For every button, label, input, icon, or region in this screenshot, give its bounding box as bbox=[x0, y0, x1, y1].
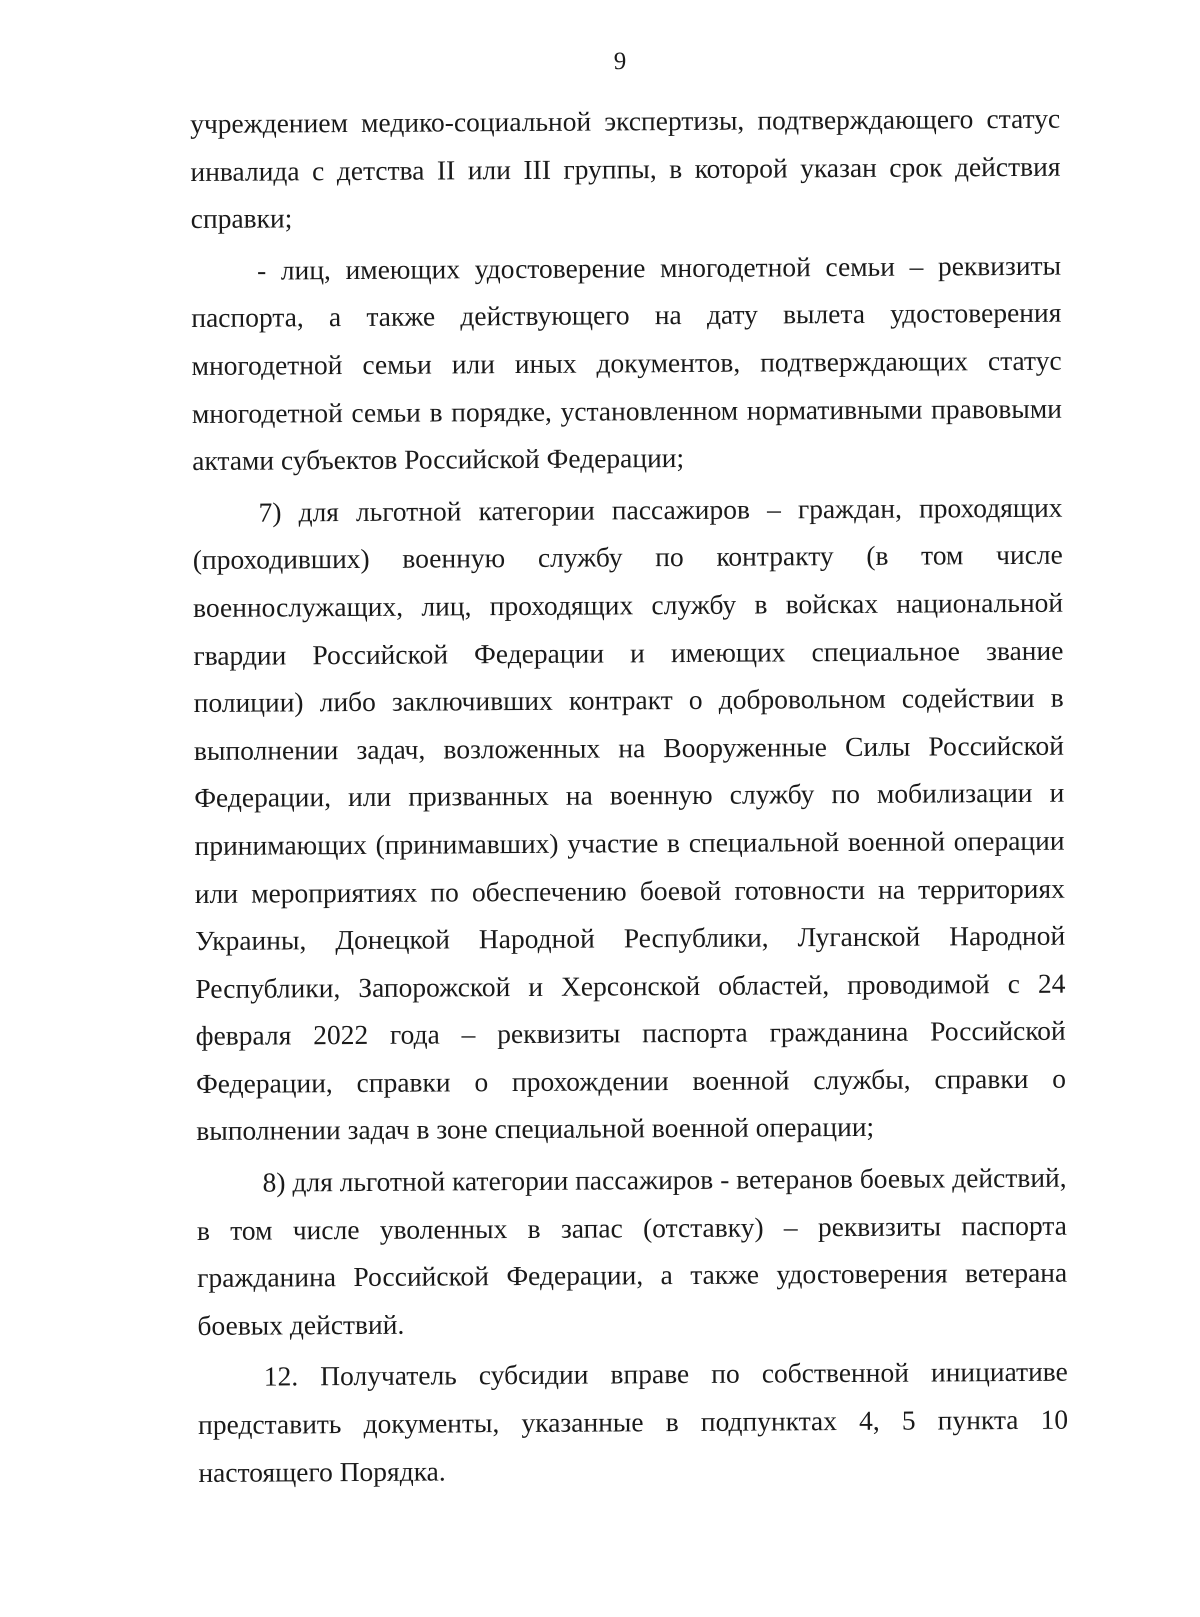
paragraph-item-7: 7) для льготной категории пассажиров – граждан, проходящих (проходивших) военную службу по контракту (в том числе военнослужащих, лиц, проходящих службу в войсках национальной гвардии Российской Федерации и имеющих специальное звание полиции) либо заключивших контракт о добровольном содействии в выполнении задач, возложенных на Вооруженные Силы Российской Федерации, или призванных на военную службу по мобилизации и принимающих (принимавших) участие в специальной военной операции или мероприятиях по обеспечению боевой готовности на территориях Украины, Донецкой Народной Республики, Луганской Народной Республики, Запорожской и Херсонской областей, проводимой с 24 февраля 2022 года – реквизиты паспорта гражданина Российской Федерации, справки о прохождении военной службы, справки о выполнении задач в зоне специальной военной операции; bbox=[192, 491, 1067, 1147]
paragraph-clause-12: 12. Получатель субсидии вправе по собственной инициативе представить документы, указанные в подпунктах 4, 5 пункта 10 настоящего Порядка. bbox=[197, 1356, 1069, 1488]
page-number: 9 bbox=[613, 48, 627, 75]
paragraph-large-family: - лиц, имеющих удостоверение многодетной семьи – реквизиты паспорта, а также действующего на дату вылета удостоверения многодетной семьи или иных документов, подтверждающих статус многодетной семьи в порядке, установленном нормативными правовыми актами субъектов Российской Федерации; bbox=[191, 249, 1062, 477]
paragraph-item-8: 8) для льготной категории пассажиров - ветеранов боевых действий, в том числе уволенных в запас (отставку) – реквизиты паспорта гражданина Российской Федерации, а также удостоверения ветерана боевых действий. bbox=[196, 1161, 1068, 1341]
paragraph-continuation: учреждением медико-социальной экспертизы, подтверждающего статус инвалида с детства II или III группы, в которой указан срок действия справки; bbox=[190, 102, 1061, 235]
document-body bbox=[190, 95, 1069, 1501]
